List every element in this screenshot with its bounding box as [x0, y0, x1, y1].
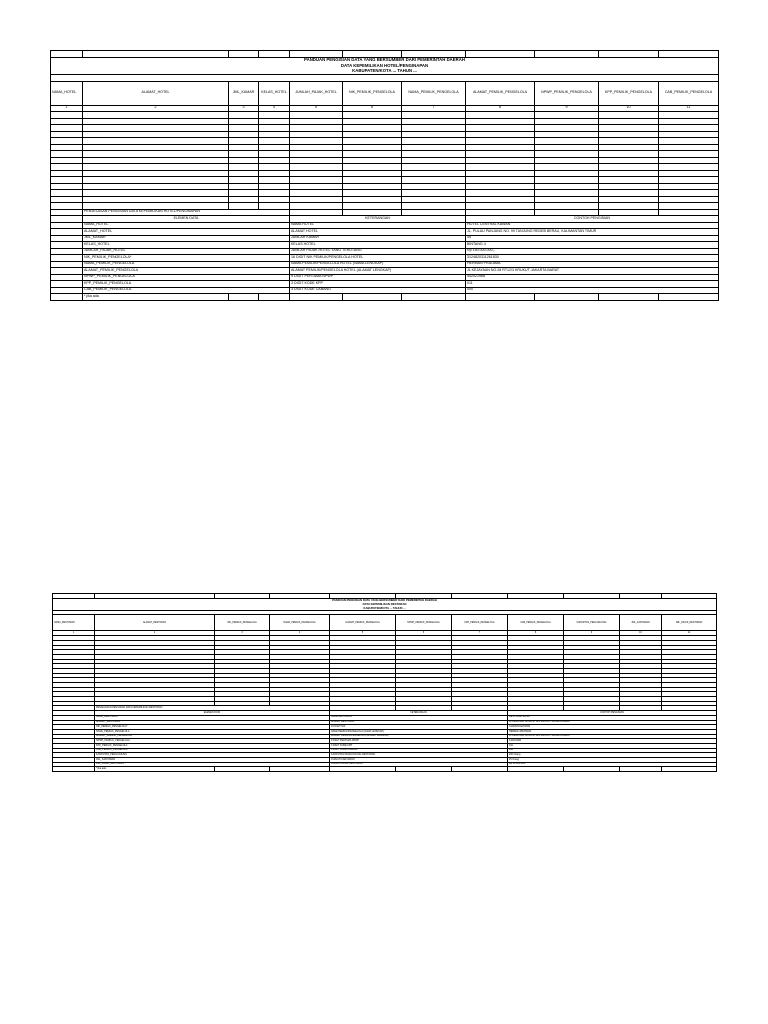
column-header: NAMA_RESTORAN — [53, 615, 95, 631]
legend-description: NAMA RESTORAN — [330, 715, 508, 720]
explanation-title: PENJELASAN PENGISIAN DATA KEPEMILIKAN RESTORAN — [95, 706, 330, 711]
legend-description: KELAS HOTEL — [290, 242, 466, 249]
legend-element: ALAMAT_PEMILIK_PENGELOLA — [83, 268, 290, 275]
footnote: * jika ada — [83, 294, 229, 301]
legend-element: JML_KARYAWAN — [95, 758, 330, 763]
legend-description: NAMA PEMILIK/PENGELOLA (NAMA LENGKAP) — [330, 729, 508, 734]
legend-element: NAMA_HOTEL — [83, 222, 290, 229]
legend-element: NAMA_PEMILIK_PENGELOLA — [95, 729, 330, 734]
column-header-row — [51, 81, 719, 105]
column-header: JML_PAJAK_RESTORAN — [662, 615, 717, 631]
legend-element: CAB_PEMILIK_PENGELOLA — [95, 748, 330, 753]
legend-element: KPP_PEMILIK_PENGELOLA — [95, 743, 330, 748]
legend-description: 9 DIGIT PERTAMA NPWP — [290, 274, 466, 281]
column-header: NIK_PEMILIK_PENGELOLA — [215, 615, 270, 631]
legend-example: JL. PULAU PANJANG NO. 99 TANJUNG REDEB BERAU, KALIMANTAN TIMUR — [466, 229, 719, 236]
blank-cell — [466, 294, 535, 301]
legend-description: 9 DIGIT PERTAMA NPWP — [330, 739, 508, 744]
column-number: 4 — [259, 105, 290, 112]
column-number: 5 — [290, 105, 343, 112]
legend-element: KAPASITAS_PENGUNJUNG — [95, 753, 330, 758]
blank-cell — [620, 767, 662, 772]
column-header: CAB_PEMILIK_PENGELOLA — [659, 81, 719, 105]
legend-element: NAMA_PEMILIK_PENGELOLA — [83, 261, 290, 268]
column-header: KPP_PEMILIK_PENGELOLA — [452, 615, 508, 631]
sheet-title-line: PANDUAN PENGISIAN DATA YANG BERSUMBER DARI PEMERINTAH DAERAH — [53, 598, 717, 602]
legend-header-description: KETERANGAN — [290, 216, 466, 223]
legend-element: NIK_PEMILIK_PENGELOLA* — [95, 725, 330, 730]
column-header: ALAMAT_RESTORAN — [95, 615, 215, 631]
footnote-row — [53, 767, 717, 772]
sheet-title-line: DATA KEPEMILIKAN RESTORAN — [53, 602, 717, 606]
column-number: 4 — [270, 631, 330, 636]
column-number: 2 — [83, 105, 229, 112]
hotel-sheet — [50, 50, 719, 301]
legend-description: 3 DIGIT KODE KPP — [330, 743, 508, 748]
legend-header-description: KETERANGAN — [330, 711, 508, 716]
legend-element: NPWP_PEMILIK_PENGELOLA — [83, 274, 290, 281]
legend-example: 3124820311261830 — [466, 255, 719, 262]
column-number: 2 — [95, 631, 215, 636]
legend-description: NAMA PEMILIK/PENGELOLA HOTEL (NAMA LENGKAP) — [290, 261, 466, 268]
column-header: NAMA_HOTEL — [51, 81, 83, 105]
blank-cell — [508, 767, 564, 772]
column-header: NIK_PEMILIK_PENGELOLA — [343, 81, 402, 105]
column-number: 1 — [51, 105, 83, 112]
blank-cell — [343, 294, 402, 301]
column-header: JML_KARYAWAN — [620, 615, 662, 631]
legend-header-example: CONTOH PENGISIAN — [466, 216, 719, 223]
column-number: 11 — [662, 631, 717, 636]
column-number: 6 — [343, 105, 402, 112]
legend-description: ALAMAT PEMILIK/PENGELOLA (ALAMAT LENGKAP) — [330, 734, 508, 739]
legend-example: 442021968 — [466, 274, 719, 281]
blank-cell — [662, 767, 717, 772]
sheet-title-line: PANDUAN PENGISIAN DATA YANG BERSUMBER DARI PEMERINTAH DAERAH — [51, 57, 719, 63]
legend-element: ALAMAT_HOTEL — [83, 229, 290, 236]
column-header: NPWP_PEMILIK_PENGELOLA — [535, 81, 599, 105]
legend-description: ALAMAT HOTEL — [290, 229, 466, 236]
blank-cell — [535, 294, 599, 301]
column-number: 3 — [215, 631, 270, 636]
column-header: KAPASITAS_PENGUNJUNG — [564, 615, 620, 631]
legend-example: HERMAN PRATAMA — [508, 729, 717, 734]
legend-description: 16 DIGIT NIK PEMILIK/PENGELOLA HOTEL — [290, 255, 466, 262]
legend-element: JML_PAJAK_RESTORAN — [95, 762, 330, 767]
legend-example: JL KEJAYAAN NO.28 RT12/3 KRUKUT JAKARTA BARAT — [508, 734, 717, 739]
legend-element: NAMA_RESTORAN — [95, 715, 330, 720]
legend-description: 3 DIGIT KODE KPP — [290, 281, 466, 288]
legend-description: JUMLAH KARYAWAN — [330, 758, 508, 763]
column-header: ALAMAT_PEMILIK_PENGELOLA — [466, 81, 535, 105]
legend-header-example: CONTOH PENGISIAN — [508, 711, 717, 716]
legend-example: BINTANG 4 — [466, 242, 719, 249]
legend-description: ALAMAT RESTORAN — [330, 720, 508, 725]
legend-example: 442021968 — [508, 739, 717, 744]
legend-example: 000 — [466, 287, 719, 294]
legend-description: JUMLAH PAJAK HOTEL YANG TERUTANG — [290, 248, 466, 255]
legend-example: JL KEJAYAAN NO.28 RT12/3 KRUKUT JAKARTA BARAT — [466, 268, 719, 275]
legend-description: NAMA HOTEL — [290, 222, 466, 229]
legend-example: 011 — [466, 281, 719, 288]
legend-element: ALAMAT_RESTORAN — [95, 720, 330, 725]
blank-cell — [53, 767, 95, 772]
column-number: 10 — [620, 631, 662, 636]
legend-example: 3124820311261830 — [508, 725, 717, 730]
column-header: NAMA_PEMILIK_PENGELOLA — [402, 81, 466, 105]
blank-cell — [564, 767, 620, 772]
legend-header-element: ELEMEN DATA — [83, 216, 290, 223]
legend-example: 25 Orang — [508, 758, 717, 763]
legend-element: NPWP_PEMILIK_PENGELOLA — [95, 739, 330, 744]
legend-example: JL KEJAYAAN NO.28 RT12/3 KRUKUT JAKARTA BARAT — [508, 720, 717, 725]
explanation-title: PENJELASAN PENGISIAN DATA KEPEMILIKAN HOTEL/PENGINAPAN — [83, 209, 290, 216]
blank-cell — [290, 294, 343, 301]
column-number: 1 — [53, 631, 95, 636]
sheet-title-line: DATA KEPEMILIKAN HOTEL/PENGINAPAN — [51, 63, 719, 69]
resto-table-body — [53, 594, 717, 772]
legend-example: Rp 150.000.000,- — [466, 248, 719, 255]
legend-element: NIK_PEMILIK_PENGELOLA* — [83, 255, 290, 262]
column-number: 6 — [396, 631, 452, 636]
column-header: JUMLAH_PAJAK_HOTEL — [290, 81, 343, 105]
sheet-title-line: KABUPATEN/KOTA ... TAHUN ... — [53, 606, 717, 610]
column-header: NPWP_PEMILIK_PENGELOLA — [396, 615, 452, 631]
legend-element: KPP_PEMILIK_PENGELOLA — [83, 281, 290, 288]
footnote: * jika ada — [95, 767, 215, 772]
column-header: JML_KAMAR — [229, 81, 259, 105]
sheet-title-line: KABUPATEN/KOTA ... TAHUN ... — [51, 69, 719, 75]
blank-cell — [259, 294, 290, 301]
blank-cell — [330, 767, 396, 772]
column-number: 11 — [659, 105, 719, 112]
blank-cell — [51, 294, 83, 301]
legend-example: Rp 50.000.000,- — [508, 762, 717, 767]
legend-element: ALAMAT_PEMILIK_PENGELOLA — [95, 734, 330, 739]
column-header-row — [53, 615, 717, 631]
column-number: 9 — [564, 631, 620, 636]
legend-description: JUMLAH PAJAK RESTORAN — [330, 762, 508, 767]
legend-description: 16 DIGIT NIK — [330, 725, 508, 730]
column-number: 5 — [330, 631, 396, 636]
column-number: 7 — [452, 631, 508, 636]
column-number: 8 — [466, 105, 535, 112]
legend-example: RESTORAN RASA — [508, 715, 717, 720]
blank-cell — [599, 294, 659, 301]
legend-description: 3 DIGIT KODE CABANG — [290, 287, 466, 294]
legend-element: JUMLAH_PAJAK_HOTEL — [83, 248, 290, 255]
blank-cell — [215, 767, 270, 772]
column-number: 7 — [402, 105, 466, 112]
legend-header-element: ELEMEN DATA — [95, 711, 330, 716]
legend-example: 200 Orang — [508, 753, 717, 758]
column-header: NAMA_PEMILIK_PENGELOLA — [270, 615, 330, 631]
legend-element: JML_KAMAR — [83, 235, 290, 242]
legend-example: HOTEL CENTRAL KAWAN — [466, 222, 719, 229]
column-header: KELAS_HOTEL — [259, 81, 290, 105]
column-header: ALAMAT_PEMILIK_PENGELOLA — [330, 615, 396, 631]
legend-example: 000 — [508, 748, 717, 753]
hotel-table-body — [51, 51, 719, 301]
column-number: 10 — [599, 105, 659, 112]
blank-cell — [229, 294, 259, 301]
blank-cell — [659, 294, 719, 301]
legend-example: 011 — [508, 743, 717, 748]
legend-element: CAB_PEMILIK_PENGELOLA — [83, 287, 290, 294]
footnote-row — [51, 294, 719, 301]
blank-cell — [452, 767, 508, 772]
legend-description: 3 DIGIT KODE CABANG — [330, 748, 508, 753]
column-header: ALAMAT_HOTEL — [83, 81, 229, 105]
legend-description: ALAMAT PEMILIK/PENGELOLA HOTEL (ALAMAT LENGKAP) — [290, 268, 466, 275]
column-header: CAB_PEMILIK_PENGELOLA — [508, 615, 564, 631]
legend-description: JUMLAH KAMAR — [290, 235, 466, 242]
legend-example: 45 — [466, 235, 719, 242]
legend-description: KAPASITAS PENGUNJUNG RESTORAN — [330, 753, 508, 758]
blank-cell — [270, 767, 330, 772]
legend-example: HERMAN PRATAMA — [466, 261, 719, 268]
column-number: 9 — [535, 105, 599, 112]
column-number: 3 — [229, 105, 259, 112]
blank-cell — [396, 767, 452, 772]
column-number: 8 — [508, 631, 564, 636]
blank-cell — [402, 294, 466, 301]
column-header: KPP_PEMILIK_PENGELOLA — [599, 81, 659, 105]
legend-element: KELAS_HOTEL — [83, 242, 290, 249]
resto-sheet — [52, 593, 717, 772]
